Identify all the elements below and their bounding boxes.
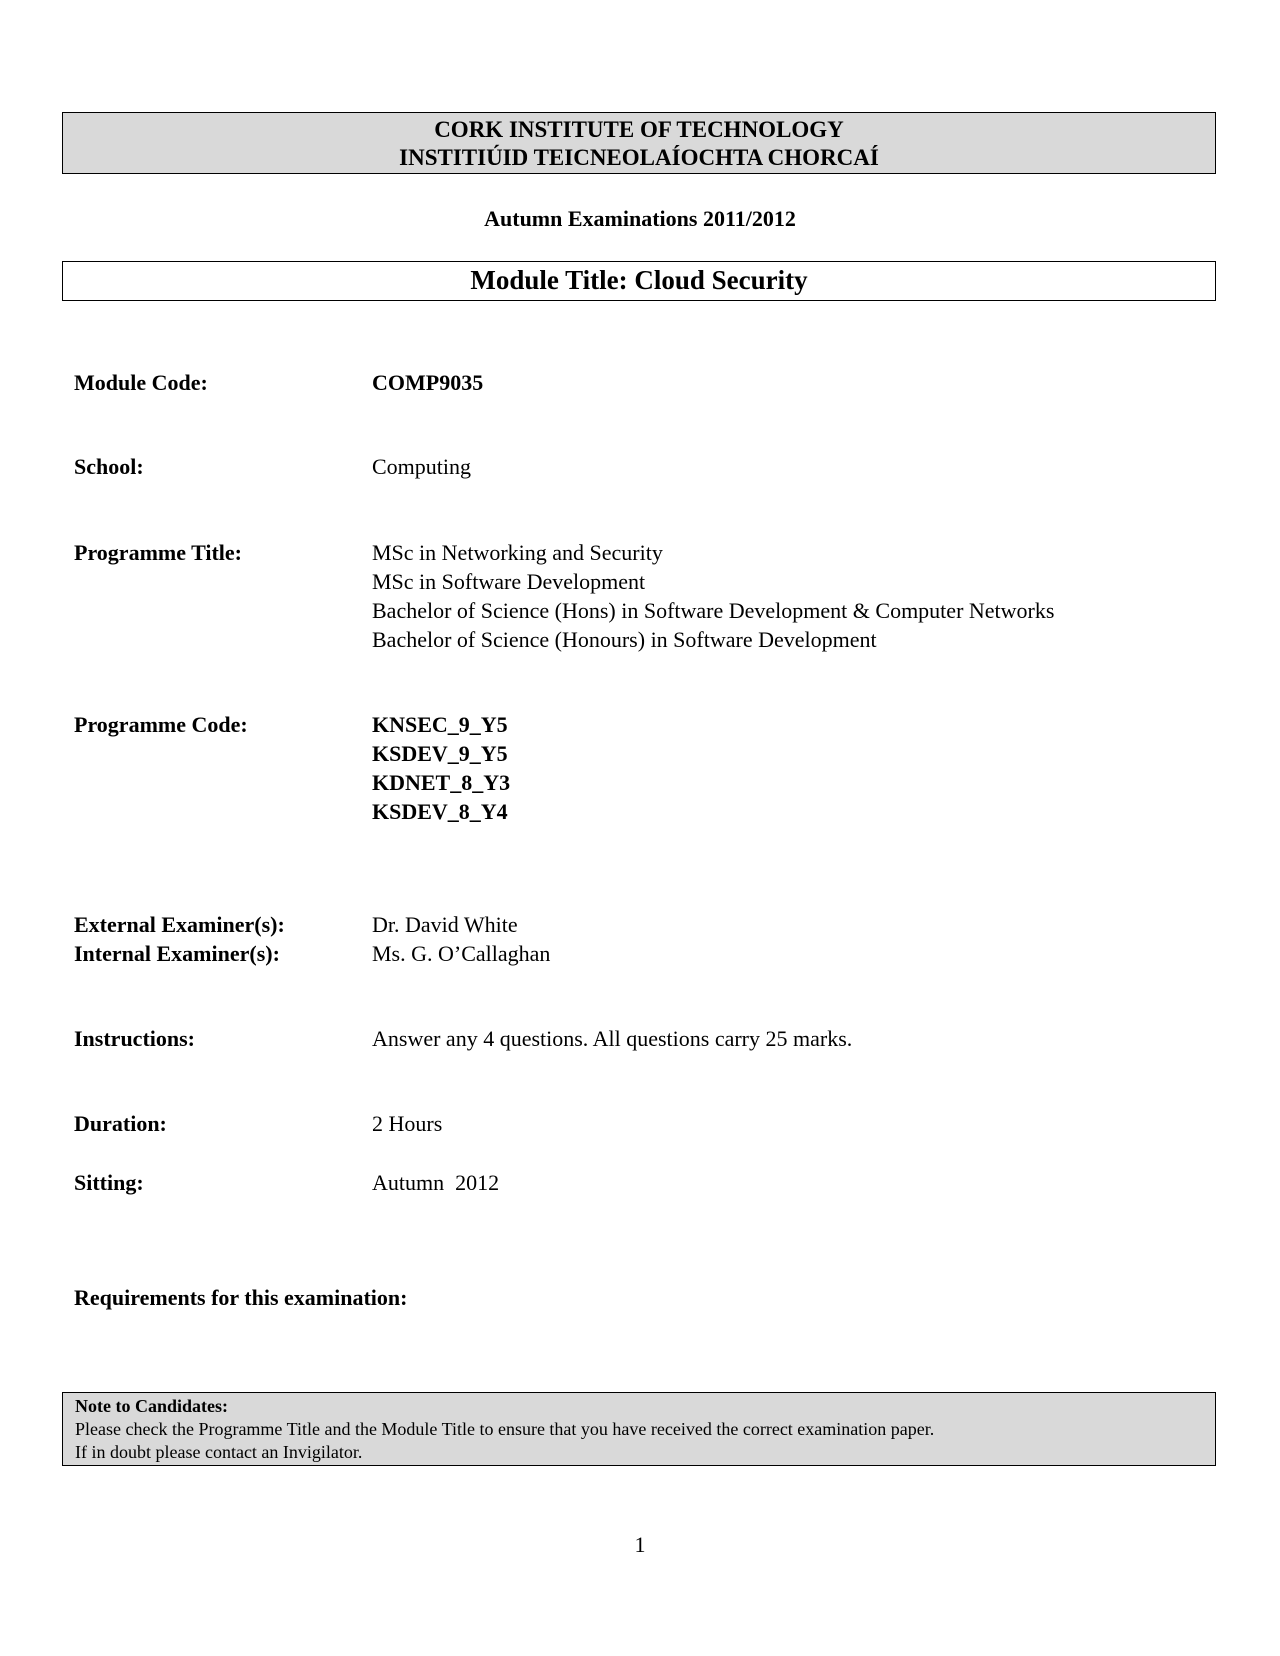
external-examiner-value: Dr. David White bbox=[372, 912, 518, 937]
programme-code-item: KSDEV_8_Y4 bbox=[372, 799, 508, 824]
external-examiner-label: External Examiner(s): bbox=[74, 912, 285, 937]
programme-title-item: MSc in Networking and Security bbox=[372, 540, 663, 565]
module-code-label: Module Code: bbox=[74, 370, 208, 395]
internal-examiner-value: Ms. G. O’Callaghan bbox=[372, 941, 551, 966]
note-line: If in doubt please contact an Invigilator. bbox=[75, 1442, 363, 1462]
note-line: Please check the Programme Title and the Module Title to ensure that you have received the correct examination paper. bbox=[75, 1419, 935, 1439]
module-title: Module Title: Cloud Security bbox=[62, 261, 1216, 301]
instructions-value: Answer any 4 questions. All questions carry 25 marks. bbox=[372, 1026, 853, 1051]
programme-code-label: Programme Code: bbox=[74, 712, 248, 737]
duration-label: Duration: bbox=[74, 1111, 167, 1136]
programme-title-list bbox=[372, 538, 1054, 654]
programme-title-item: MSc in Software Development bbox=[372, 569, 646, 594]
instructions-label: Instructions: bbox=[74, 1026, 196, 1051]
programme-title-item: Bachelor of Science (Hons) in Software Development & Computer Networks bbox=[372, 598, 1055, 623]
institution-header bbox=[62, 112, 1216, 174]
duration-value: 2 Hours bbox=[372, 1111, 443, 1136]
programme-code-item: KNSEC_9_Y5 bbox=[372, 712, 508, 737]
sitting-label: Sitting: bbox=[74, 1170, 144, 1195]
programme-title-item: Bachelor of Science (Honours) in Software Development bbox=[372, 627, 877, 652]
note-title: Note to Candidates: bbox=[75, 1396, 228, 1416]
school-value: Computing bbox=[372, 454, 472, 479]
note-to-candidates bbox=[62, 1392, 1216, 1466]
programme-code-item: KSDEV_9_Y5 bbox=[372, 741, 508, 766]
requirements-label: Requirements for this examination: bbox=[74, 1285, 408, 1310]
module-code-value: COMP9035 bbox=[372, 370, 484, 395]
programme-code-item: KDNET_8_Y3 bbox=[372, 770, 511, 795]
internal-examiner-label: Internal Examiner(s): bbox=[74, 941, 280, 966]
page-number: 1 bbox=[634, 1532, 646, 1557]
school-label: School: bbox=[74, 454, 144, 479]
institution-name-english: CORK INSTITUTE OF TECHNOLOGY bbox=[434, 117, 844, 142]
institution-name-irish: INSTITIÚID TEICNEOLAÍOCHTA CHORCAÍ bbox=[399, 145, 879, 170]
programme-code-list bbox=[372, 710, 510, 826]
sitting-value: Autumn 2012 bbox=[372, 1170, 500, 1195]
exam-session-title: Autumn Examinations 2011/2012 bbox=[484, 206, 796, 231]
programme-title-label: Programme Title: bbox=[74, 540, 243, 565]
